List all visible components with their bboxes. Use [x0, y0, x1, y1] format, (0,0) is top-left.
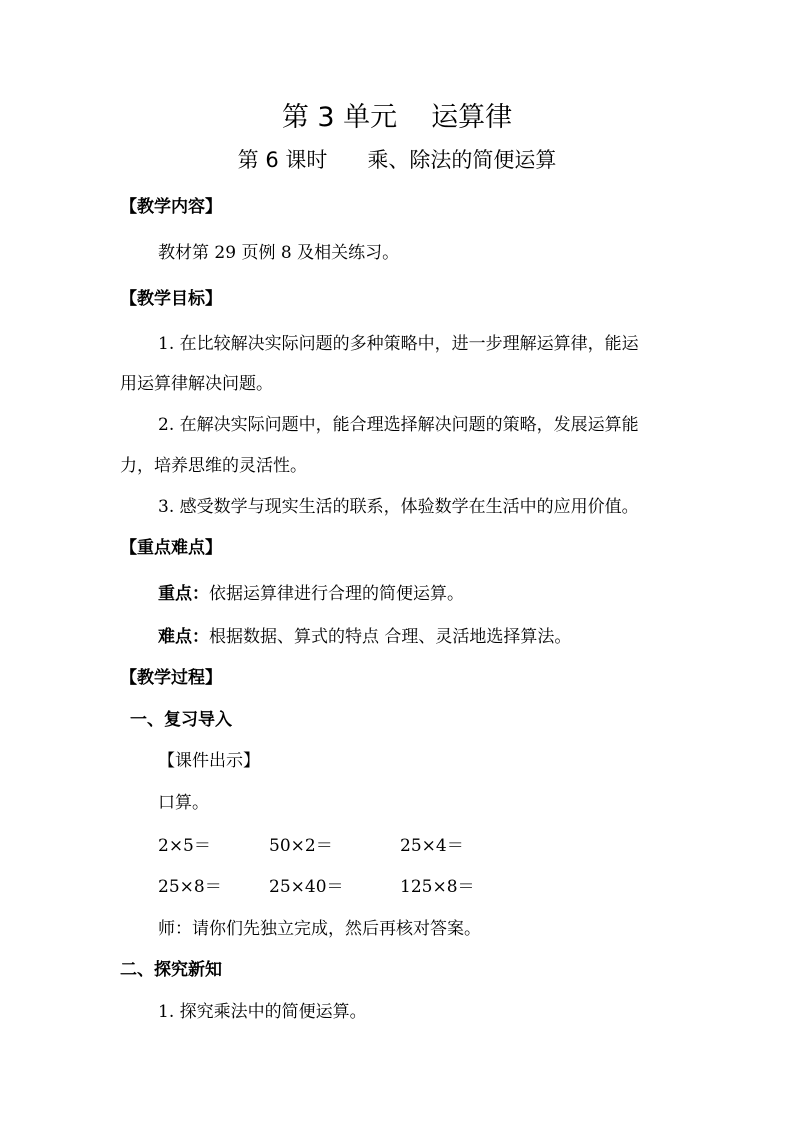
- lesson-topic: 乘、除法的简便运算: [367, 148, 557, 172]
- unit-topic: 运算律: [431, 102, 513, 133]
- explore-item-1: 1. 探究乘法中的简便运算。: [158, 1002, 367, 1022]
- section-explore: 二、探究新知: [120, 960, 222, 980]
- objectives-heading: 【教学目标】: [120, 289, 222, 309]
- exercise-cell: 50×2＝: [269, 836, 333, 856]
- key-points-heading: 【重点难点】: [120, 538, 222, 558]
- objective-3: 3. 感受数学与现实生活的联系，体验数学在生活中的应用价值。: [158, 497, 639, 517]
- objective-2-line-2: 力，培养思维的灵活性。: [120, 456, 307, 476]
- key-label: 重点：: [158, 584, 209, 604]
- key-text: 依据运算律进行合理的简便运算。: [209, 584, 464, 604]
- content-text: 教材第 29 页例 8 及相关练习。: [158, 243, 400, 263]
- exercise-cell: 2×5＝: [158, 836, 211, 856]
- teacher-instruction: 师：请你们先独立完成，然后再核对答案。: [158, 919, 481, 939]
- difficulty-text: 根据数据、算式的特点 合理、灵活地选择算法。: [209, 627, 572, 647]
- lesson-number: 第 6 课时: [237, 148, 328, 172]
- objective-2-line-1: 2. 在解决实际问题中，能合理选择解决问题的策略，发展运算能: [158, 415, 639, 435]
- courseware-label: 【课件出示】: [158, 751, 260, 771]
- unit-title: [0, 100, 794, 136]
- exercise-cell: 25×8＝: [158, 877, 222, 897]
- content-heading: 【教学内容】: [120, 197, 222, 217]
- section-review: 一、复习导入: [130, 710, 232, 730]
- objective-1-line-2: 用运算律解决问题。: [120, 374, 273, 394]
- exercise-cell: 25×40＝: [269, 877, 344, 897]
- difficulty-label: 难点：: [158, 627, 209, 647]
- exercise-cell: 125×8＝: [400, 877, 475, 897]
- objective-1-line-1: 1. 在比较解决实际问题的多种策略中，进一步理解运算律，能运: [158, 334, 639, 354]
- unit-number: 第 3 单元: [281, 102, 398, 133]
- process-heading: 【教学过程】: [120, 668, 222, 688]
- oral-calc-label: 口算。: [158, 793, 209, 813]
- key-point: [158, 583, 464, 605]
- exercise-cell: 25×4＝: [400, 836, 464, 856]
- lesson-title: [0, 145, 794, 175]
- difficulty-point: [158, 626, 571, 648]
